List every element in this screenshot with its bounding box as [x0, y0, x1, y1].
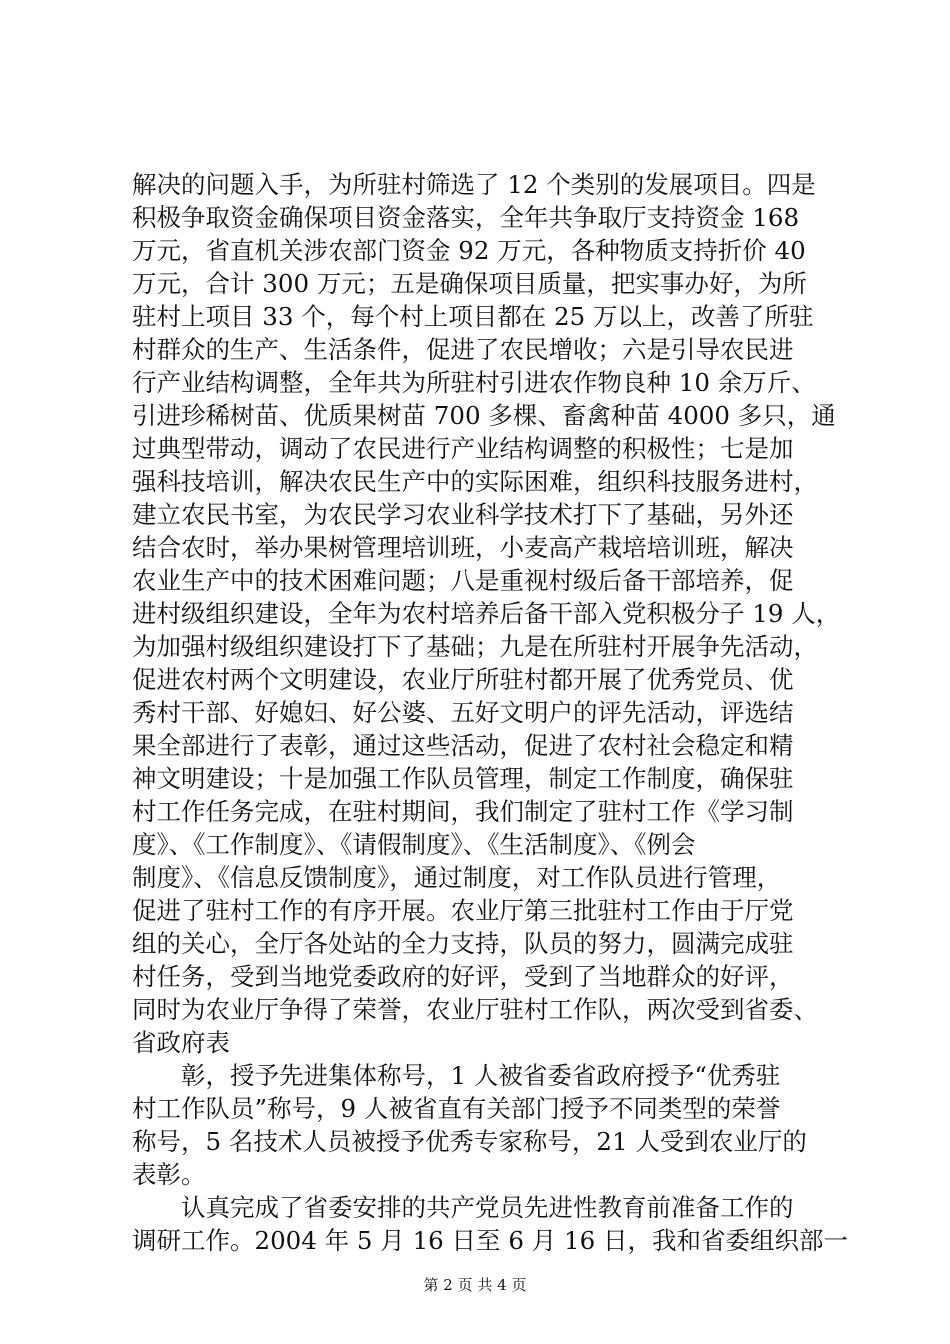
text-line: 解决的问题入手，为所驻村筛选了 12 个类别的发展项目。四是: [132, 170, 816, 199]
text-line: 省政府表: [132, 1028, 230, 1057]
page-number-footer: 第 2 页 共 4 页: [423, 1276, 527, 1294]
text-line: 驻村上项目 33 个，每个村上项目都在 25 万以上，改善了所驻: [132, 302, 814, 331]
text-line: 万元，省直机关涉农部门资金 92 万元，各种物质支持折价 40: [132, 236, 806, 265]
text-line: 农业生产中的技术困难问题；八是重视村级后备干部培养，促: [132, 566, 794, 595]
document-body: [132, 168, 860, 1257]
text-line: 同时为农业厅争得了荣誉，农业厅驻村工作队，两次受到省委、: [132, 995, 818, 1024]
text-line: 促进农村两个文明建设，农业厅所驻村都开展了优秀党员、优: [132, 665, 794, 694]
text-line: 村群众的生产、生活条件，促进了农民增收；六是引导农民进: [132, 335, 794, 364]
text-line: 制度》、《信息反馈制度》，通过制度，对工作队员进行管理，: [132, 863, 782, 892]
text-line: 万元，合计 300 万元；五是确保项目质量，把实事办好，为所: [132, 269, 807, 298]
text-line: 表彰。: [132, 1160, 206, 1189]
text-line: 度》、《工作制度》、《请假制度》、《生活制度》、《例会: [132, 830, 696, 859]
text-line: 果全部进行了表彰，通过这些活动，促进了农村社会稳定和精: [132, 731, 794, 760]
text-line: 村任务，受到当地党委政府的好评，受到了当地群众的好评，: [132, 962, 794, 991]
text-line: 组的关心，全厅各处站的全力支持，队员的努力，圆满完成驻: [132, 929, 794, 958]
text-line: 村工作队员”称号，9 人被省直有关部门授予不同类型的荣誉: [132, 1094, 781, 1123]
text-line: 引进珍稀树苗、优质果树苗 700 多棵、畜禽种苗 4000 多只，通: [132, 401, 836, 430]
text-line: 过典型带动，调动了农民进行产业结构调整的积极性；七是加: [132, 434, 794, 463]
text-line: 秀村干部、好媳妇、好公婆、五好文明户的评先活动，评选结: [132, 698, 794, 727]
text-line: 调研工作。2004 年 5 月 16 日至 6 月 16 日，我和省委组织部一: [132, 1226, 848, 1255]
text-line: 强科技培训，解决农民生产中的实际困难，组织科技服务进村，: [132, 467, 818, 496]
text-line: 村工作任务完成，在驻村期间，我们制定了驻村工作《学习制: [132, 797, 794, 826]
text-line: 建立农民书室，为农民学习农业科学技术打下了基础，另外还: [132, 500, 794, 529]
text-line: 促进了驻村工作的有序开展。农业厅第三批驻村工作由于厅党: [132, 896, 794, 925]
text-line: 结合农时，举办果树管理培训班，小麦高产栽培培训班，解决: [132, 533, 794, 562]
paragraph-start-line: 彰，授予先进集体称号，1 人被省委省政府授予“优秀驻: [181, 1061, 781, 1090]
text-line: 积极争取资金确保项目资金落实，全年共争取厅支持资金 168: [132, 203, 800, 232]
text-line: 进村级组织建设，全年为农村培养后备干部入党积极分子 19 人，: [132, 599, 841, 628]
text-line: 为加强村级组织建设打下了基础；九是在所驻村开展争先活动，: [132, 632, 818, 661]
text-line: 行产业结构调整，全年共为所驻村引进农作物良种 10 余万斤、: [132, 368, 816, 397]
text-line: 神文明建设；十是加强工作队员管理，制定工作制度，确保驻: [132, 764, 794, 793]
text-line: 称号，5 名技术人员被授予优秀专家称号，21 人受到农业厅的: [132, 1127, 807, 1156]
paragraph-start-line: 认真完成了省委安排的共产党员先进性教育前准备工作的: [181, 1193, 794, 1222]
